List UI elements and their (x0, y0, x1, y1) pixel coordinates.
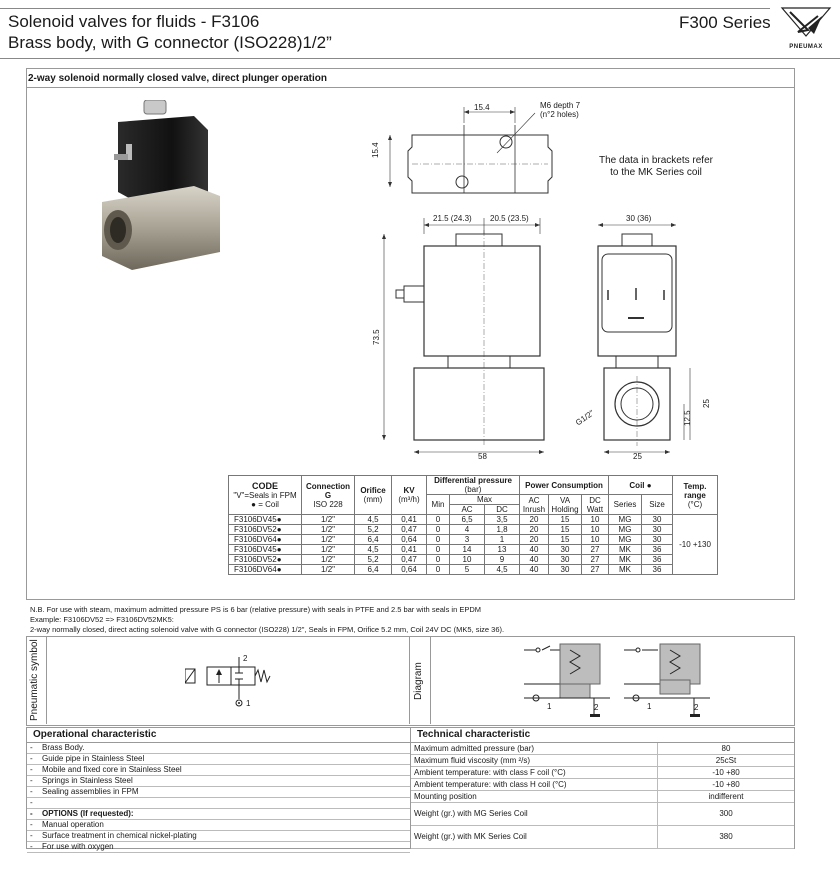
temp-range-value: -10 +130 (673, 515, 718, 575)
dim-left: 21.5 (24.3) (433, 214, 472, 223)
table-row: F3106DV64● 1/2" 6,4 0,64 0 3 1 20 15 10 MG 30 (229, 535, 718, 545)
list-item: - Manual operation (27, 820, 410, 831)
dc-header: DC (485, 505, 520, 515)
max-header: Max (450, 495, 520, 505)
table-row: Maximum admitted pressure (bar) 80 (411, 743, 794, 755)
series-header: Series (609, 495, 642, 515)
ac-inrush-header: AC Inrush (520, 495, 549, 515)
list-item: - Sealing assemblies in FPM (27, 787, 410, 798)
table-row: Ambient temperature: with class H coil (°C) -10 +80 (411, 779, 794, 791)
dim-height: 73.5 (372, 329, 381, 345)
coil-marker-icon: ● (251, 499, 256, 509)
mk-series-note: The data in brackets refer to the MK Series coil (599, 155, 713, 178)
logo-text: PNEUMAX (789, 44, 823, 50)
table-row: Maximum fluid viscosity (mm ²/s) 25cSt (411, 755, 794, 767)
m6-note-line1: M6 depth 7 (540, 101, 581, 110)
operational-characteristic (26, 727, 411, 849)
list-item: - Surface treatment in chemical nickel-plating (27, 831, 410, 842)
example-note: Example: F3106DV52 => F3106DV52MK5: (30, 615, 174, 624)
section-title: 2-way solenoid normally closed valve, direct plunger operation (28, 73, 327, 84)
spec-table (228, 475, 718, 575)
ac-header: AC (450, 505, 485, 515)
technical-characteristic (410, 727, 795, 849)
series-label: F300 Series (679, 13, 771, 32)
coil-header: Coil ● (609, 476, 673, 495)
dim-25: 25 (702, 399, 711, 408)
table-row: F3106DV52● 1/2" 5,2 0,47 0 10 9 40 30 27 MK 36 (229, 555, 718, 565)
dim-side-width: 30 (36) (626, 214, 652, 223)
diagram-port-1a: 1 (547, 702, 552, 711)
symbol-port-2: 2 (243, 654, 248, 663)
list-item: - Mobile and fixed core in Stainless Steel (27, 765, 410, 776)
list-item: - OPTIONS (If requested): (27, 809, 410, 820)
technical-title: Technical characteristic (411, 728, 794, 743)
dim-12-5: 12.5 (683, 410, 692, 426)
list-item: - For use with oxygen (27, 842, 410, 853)
dim-top-height: 15.4 (371, 142, 380, 158)
valve-photo (96, 100, 231, 285)
dim-base: 58 (478, 452, 487, 461)
header-top-rule (0, 8, 770, 9)
list-item: - Guide pipe in Stainless Steel (27, 754, 410, 765)
operational-title: Operational characteristic (27, 728, 410, 743)
header-bottom-rule (0, 58, 840, 59)
table-row: F3106DV52● 1/2" 5,2 0,47 0 4 1,8 20 15 10 MG 30 (229, 525, 718, 535)
side-view-drawing (590, 210, 720, 470)
dc-watt-header: DC Watt (582, 495, 609, 515)
pneumatic-symbol-label: Pneumatic symbol (29, 639, 40, 721)
table-row: Mounting position indifferent (411, 791, 794, 803)
size-header: Size (642, 495, 673, 515)
diff-pressure-header: Differential pressure (bar) (427, 476, 520, 495)
diagram-port-2a: 2 (594, 703, 599, 712)
symbol-port-1: 1 (246, 699, 251, 708)
table-row: Ambient temperature: with class F coil (°C) -10 +80 (411, 767, 794, 779)
table-row: Weight (gr.) with MK Series Coil 380 (411, 826, 794, 849)
orifice-header: Orifice (mm) (355, 476, 392, 515)
temp-header: Temp. range (°C) (673, 476, 718, 515)
nb-note: N.B. For use with steam, maximum admitted pressure PS is 6 bar (relative pressure) with seals in PTFE and 2.5 bar with seals in EPDM (30, 605, 481, 614)
front-view-drawing (370, 210, 570, 470)
technical-table (411, 743, 794, 849)
connection-header: Connection G ISO 228 (302, 476, 355, 515)
thread-label: G1/2" (574, 408, 596, 428)
pneumatic-symbol (185, 655, 275, 710)
min-header: Min (427, 495, 450, 515)
page-title: Solenoid valves for fluids - F3106 (8, 12, 260, 31)
dim-right: 20.5 (23.5) (490, 214, 529, 223)
kv-header: KV (m³/h) (392, 476, 427, 515)
dim-side-base: 25 (633, 452, 642, 461)
table-row: Weight (gr.) with MG Series Coil 300 (411, 803, 794, 826)
table-row: F3106DV64● 1/2" 6,4 0,64 0 5 4,5 40 30 27 MK 36 (229, 565, 718, 575)
va-holding-header: VA Holding (549, 495, 582, 515)
example-description: 2-way normally closed, direct acting solenoid valve with G connector (ISO228) 1/2", Seals in FPM, Orifice 5.2 mm, Coil 24V DC (MK5, size 36). (30, 625, 505, 634)
diagram-port-2b: 2 (694, 703, 699, 712)
diagram-port-1b: 1 (647, 702, 652, 711)
list-item: - (27, 798, 410, 809)
table-row: F3106DV45● 1/2" 4,5 0,41 0 6,5 3,5 20 15 10 MG 30 -10 +130 (229, 515, 718, 525)
m6-note-line2: (n°2 holes) (540, 110, 579, 119)
operational-list (27, 743, 410, 853)
notes-block (30, 605, 504, 635)
diagram-label: Diagram (413, 662, 424, 700)
list-item: - Springs in Stainless Steel (27, 776, 410, 787)
page-subtitle: Brass body, with G connector (ISO228)1/2” (8, 33, 332, 52)
code-header: CODE "V"=Seals in FPM ● = Coil (229, 476, 302, 515)
dim-top-width: 15.4 (474, 103, 490, 112)
power-header: Power Consumption (520, 476, 609, 495)
list-item: - Brass Body. (27, 743, 410, 754)
table-row: F3106DV45● 1/2" 4,5 0,41 0 14 13 40 30 27 MK 36 (229, 545, 718, 555)
